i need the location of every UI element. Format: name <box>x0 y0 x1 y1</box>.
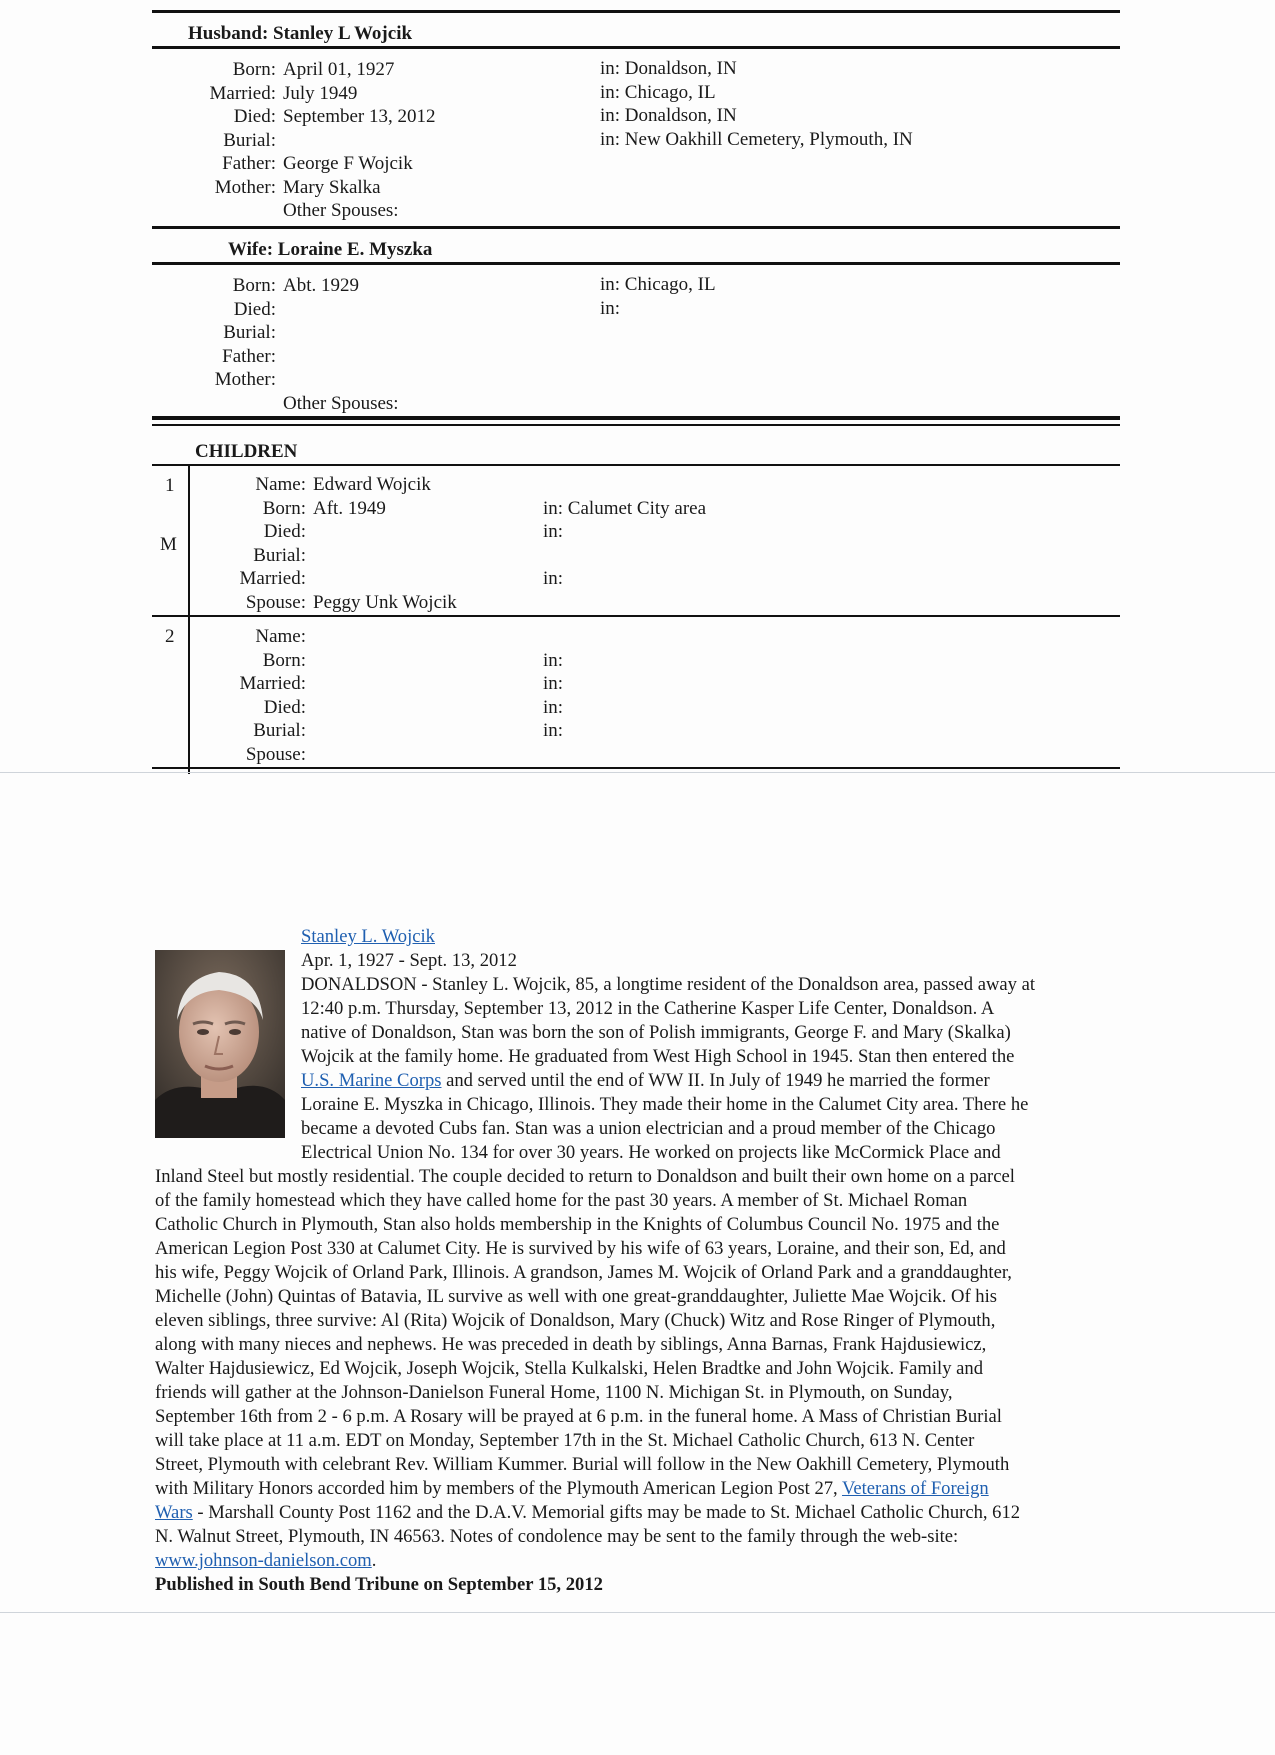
died-value <box>313 520 457 544</box>
married-label: Married: <box>209 82 276 104</box>
wife-places <box>600 273 716 320</box>
vfw-after-text: - Marshall County Post 1162 and the D.A.V. Memorial gifts may be made to St. Michael Catholic Church, 612 <box>192 1502 1021 1523</box>
portrait-photo <box>155 950 285 1138</box>
vfw-link-part2[interactable]: Wars <box>155 1502 193 1523</box>
burial-label: Burial: <box>223 322 276 343</box>
bottom-fold-line <box>0 1612 1275 1613</box>
other-spouses-label: Other Spouses: <box>283 200 399 221</box>
born-label: Born: <box>262 497 306 519</box>
portrait-image <box>155 950 285 1138</box>
husband-values <box>283 58 436 223</box>
child1-sex: M <box>160 534 177 555</box>
obituary-line: became a devoted Cubs fan. Stan was a union electrician and a proud member of the Chicago <box>301 1118 996 1139</box>
died-place: in: Donaldson, IN <box>600 105 737 126</box>
burial-place: in: <box>543 720 564 741</box>
obituary-line: eleven siblings, three survive: Al (Rita) Wojcik of Donaldson, Mary (Chuck) Witz and Rose Ringer of Plymouth, <box>155 1310 996 1331</box>
died-label: Died: <box>263 696 306 718</box>
mother-label: Mother: <box>214 369 276 390</box>
children-bottom-rule <box>152 767 1120 769</box>
name-label: Name: <box>255 626 306 647</box>
vfw-before-text: with Military Honors accorded him by members of the Plymouth American Legion Post 27, <box>155 1478 843 1499</box>
obituary-line: Inland Steel but mostly residential. The couple decided to return to Donaldson and built their own home on a parcel <box>155 1166 1015 1187</box>
obituary-line: along with many nieces and nephews. He was preceded in death by siblings, Anna Barnas, Frank Hajdusiewicz, <box>155 1334 987 1355</box>
burial-label: Burial: <box>253 720 306 741</box>
obituary-line: 12:40 p.m. Thursday, September 13, 2012 in the Catherine Kasper Life Center, Donaldson. A <box>301 998 995 1019</box>
husband-heading <box>188 22 412 45</box>
marine-after-text: and served until the end of WW II. In July of 1949 he married the former <box>441 1070 990 1091</box>
born-label: Born: <box>232 275 276 296</box>
married-value: July 1949 <box>283 82 358 104</box>
obituary-line-website <box>155 1549 1020 1573</box>
died-value: September 13, 2012 <box>283 106 436 127</box>
married-place: in: Chicago, IL <box>600 81 716 103</box>
obituary-line: N. Walnut Street, Plymouth, IN 46563. Notes of condolence may be sent to the family through the web-site: <box>155 1526 959 1547</box>
wife-heading <box>228 238 432 261</box>
child1-places <box>543 473 706 614</box>
father-label: Father: <box>222 345 276 367</box>
husband-rule <box>152 46 1120 49</box>
obituary-line-marine <box>301 1069 1035 1093</box>
born-place: in: Chicago, IL <box>600 274 716 295</box>
husband-name: Stanley L Wojcik <box>273 23 413 44</box>
married-place: in: <box>543 673 564 694</box>
obituary-line: American Legion Post 330 at Calumet City. He is survived by his wife of 63 years, Loraine, and their son, Ed, and <box>155 1238 1006 1259</box>
wife-top-rule <box>152 226 1120 229</box>
died-label: Died: <box>233 106 276 127</box>
died-label: Died: <box>233 298 276 320</box>
born-value: Abt. 1929 <box>283 275 359 296</box>
obituary-line: of the family homestead which they have called home for the past 30 years. A member of St. Michael Roman <box>155 1190 968 1211</box>
children-rule <box>152 464 1120 466</box>
obituary-line: Catholic Church in Plymouth, Stan also holds membership in the Knights of Columbus Council No. 1975 and the <box>155 1214 1000 1235</box>
top-rule <box>152 10 1120 13</box>
obituary-line: Street, Plymouth with celebrant Rev. William Kummer. Burial will follow in the New Oakhill Cemetery, Plymouth <box>155 1454 1010 1475</box>
children-double-rule-b <box>152 424 1120 426</box>
website-link[interactable]: www.johnson-danielson.com <box>155 1550 372 1571</box>
burial-value <box>283 321 399 345</box>
born-value: April 01, 1927 <box>283 59 395 80</box>
obituary-line: friends will gather at the Johnson-Danielson Funeral Home, 1100 N. Michigan St. in Plymouth, on Sunday, <box>155 1382 953 1403</box>
obituary-line: native of Donaldson, Stan was born the son of Polish immigrants, George F. and Mary (Skalka) <box>301 1022 1011 1043</box>
other-spouses-label: Other Spouses: <box>283 392 399 414</box>
child1-labels <box>190 473 306 614</box>
mother-label: Mother: <box>214 176 276 198</box>
born-label: Born: <box>232 59 276 80</box>
vfw-link-part1[interactable]: Veterans of Foreign <box>842 1478 989 1499</box>
spouse-place <box>543 591 706 615</box>
wife-labels <box>160 274 276 392</box>
obituary-short-lines <box>301 973 1035 1165</box>
married-label: Married: <box>239 568 306 589</box>
child1-number: 1 <box>165 475 175 496</box>
wife-rule <box>152 262 1120 265</box>
name-value: Edward Wojcik <box>313 474 431 495</box>
born-place: in: Donaldson, IN <box>600 58 737 79</box>
born-value: Aft. 1949 <box>313 497 386 519</box>
children-heading: CHILDREN <box>195 441 298 462</box>
child2-places <box>543 625 563 766</box>
died-label: Died: <box>263 521 306 542</box>
burial-place <box>543 544 706 568</box>
mother-value: Mary Skalka <box>283 176 381 198</box>
name-place <box>543 625 563 649</box>
burial-place: in: New Oakhill Cemetery, Plymouth, IN <box>600 128 913 150</box>
born-label: Born: <box>262 649 306 671</box>
wife-values <box>283 274 399 415</box>
husband-places <box>600 57 913 151</box>
child1-values <box>313 473 457 614</box>
died-value <box>283 298 399 322</box>
child-divider <box>152 615 1120 617</box>
marine-corps-link[interactable]: U.S. Marine Corps <box>301 1070 442 1091</box>
obituary-line: his wife, Peggy Wojcik of Orland Park, Illinois. A grandson, James M. Wojcik of Orland Park and a granddaughter, <box>155 1262 1012 1283</box>
father-label: Father: <box>222 153 276 174</box>
wife-heading-label: Wife: <box>228 239 274 260</box>
married-value <box>313 567 457 591</box>
spouse-place <box>543 743 563 767</box>
spouse-label: Spouse: <box>245 743 306 765</box>
obituary-header <box>301 925 517 973</box>
wife-name: Loraine E. Myszka <box>277 239 433 260</box>
obituary-line-wars <box>155 1501 1020 1525</box>
obituary-line-vfw <box>155 1477 1020 1501</box>
husband-heading-label: Husband: <box>188 23 269 44</box>
married-place: in: <box>543 568 564 589</box>
obituary-line: Electrical Union No. 134 for over 30 years. He worked on projects like McCormick Place and <box>301 1142 1001 1163</box>
published-line: Published in South Bend Tribune on September 15, 2012 <box>155 1574 603 1595</box>
burial-label: Burial: <box>223 129 276 151</box>
born-place: in: Calumet City area <box>543 497 707 519</box>
obituary-line: Wojcik at the family home. He graduated from West High School in 1945. Stan then entered the <box>301 1046 1015 1067</box>
burial-label: Burial: <box>253 544 306 566</box>
obituary-line: Walter Hajdusiewicz, Ed Wojcik, Joseph Wojcik, Stella Kulkalski, Helen Bradtke and John Wojcik. Family and <box>155 1358 983 1379</box>
obituary-line: DONALDSON - Stanley L. Wojcik, 85, a longtime resident of the Donaldson area, passed away at <box>301 974 1035 995</box>
page-fold-line <box>0 772 1275 773</box>
child2-labels <box>190 625 306 766</box>
died-place: in: <box>543 696 564 718</box>
obituary-dates: Apr. 1, 1927 - Sept. 13, 2012 <box>301 950 517 971</box>
burial-value <box>283 129 436 153</box>
website-after-text: . <box>371 1550 377 1571</box>
burial-value <box>313 544 457 568</box>
married-label: Married: <box>239 673 306 694</box>
name-place <box>543 473 706 497</box>
spouse-value: Peggy Unk Wojcik <box>313 591 457 613</box>
father-value <box>283 345 399 369</box>
died-place: in: <box>543 521 564 542</box>
died-place: in: <box>600 297 621 319</box>
obituary-long-lines <box>155 1165 1020 1597</box>
father-value: George F Wojcik <box>283 153 413 174</box>
born-place: in: <box>543 649 564 671</box>
obituary-line: September 16th from 2 - 6 p.m. A Rosary will be prayed at 6 p.m. in the funeral home. A Mass of Christian Burial <box>155 1406 1002 1427</box>
spouse-label: Spouse: <box>245 591 306 613</box>
children-double-rule-a <box>152 416 1120 420</box>
husband-labels <box>160 58 276 199</box>
obituary-line: Michelle (John) Quintas of Batavia, IL survive as well with one great-granddaughter, Juliette Mae Wojcik. Of his <box>155 1286 997 1307</box>
name-label: Name: <box>255 474 306 495</box>
obituary-line: Loraine E. Myszka in Chicago, Illinois. They made their home in the Calumet City area. There he <box>301 1094 1029 1115</box>
mother-value <box>283 368 399 392</box>
child2-number: 2 <box>165 626 175 647</box>
obituary-name-link[interactable]: Stanley L. Wojcik <box>301 926 435 947</box>
obituary-line: will take place at 11 a.m. EDT on Monday, September 17th in the St. Michael Catholic Church, 613 N. Center <box>155 1430 975 1451</box>
